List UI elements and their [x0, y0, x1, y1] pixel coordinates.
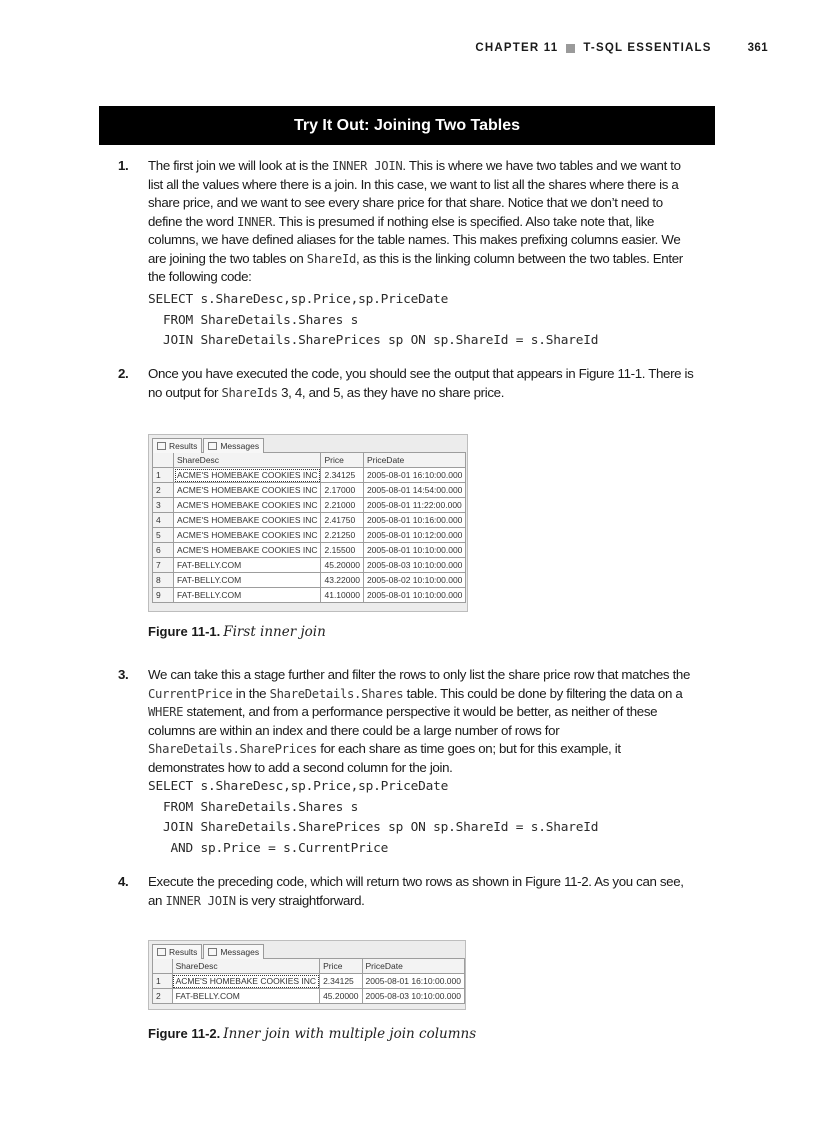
row-number[interactable]: 2: [153, 989, 173, 1004]
cell-pricedate[interactable]: 2005-08-02 10:10:00.000: [363, 573, 465, 588]
grid-icon: [157, 948, 166, 956]
row-number[interactable]: 5: [153, 528, 174, 543]
results-table: [152, 958, 465, 1004]
column-header-price[interactable]: Price: [320, 959, 362, 974]
cell-price[interactable]: 2.34125: [321, 468, 363, 483]
row-number[interactable]: 8: [153, 573, 174, 588]
cell-pricedate[interactable]: 2005-08-01 10:10:00.000: [363, 588, 465, 603]
step-number: 3.: [118, 667, 129, 682]
cell-pricedate[interactable]: 2005-08-01 11:22:00.000: [363, 498, 465, 513]
table-row[interactable]: [153, 989, 465, 1004]
figure-caption-1: [148, 624, 326, 640]
tab-results[interactable]: Results: [152, 944, 202, 959]
table-row[interactable]: [153, 543, 466, 558]
cell-sharedesc[interactable]: FAT-BELLY.COM: [172, 989, 319, 1004]
figure-label: Figure 11-2.: [148, 1026, 221, 1041]
page-number: 361: [747, 42, 768, 54]
try-it-out-banner: [99, 106, 715, 145]
row-number-header: [153, 453, 174, 468]
column-header-sharedesc[interactable]: ShareDesc: [174, 453, 321, 468]
table-row[interactable]: [153, 483, 466, 498]
cell-sharedesc[interactable]: FAT-BELLY.COM: [174, 573, 321, 588]
tab-messages[interactable]: Messages: [203, 944, 264, 959]
header-row: [153, 453, 466, 468]
cell-price[interactable]: 2.21250: [321, 528, 363, 543]
step-text: We can take this a stage further and filter the rows to only list the share price row that matches the CurrentPrice in the ShareDetails.Shares table. This could be done by filtering the data on a WHERE statement, and from a performance perspective it would be better, as neither of these columns are within an index and there could be a large number of rows for ShareDetails.SharePrices for each share as time goes on; but for this example, it demonstrates how to add a second column for the join.: [148, 667, 691, 775]
cell-price[interactable]: 2.21000: [321, 498, 363, 513]
cell-sharedesc[interactable]: ACME'S HOMEBAKE COOKIES INC: [174, 513, 321, 528]
cell-price[interactable]: 2.15500: [321, 543, 363, 558]
cell-sharedesc[interactable]: ACME'S HOMEBAKE COOKIES INC: [174, 468, 321, 483]
row-number-header: [153, 959, 173, 974]
step-text: Execute the preceding code, which will return two rows as shown in Figure 11-2. As you can see, an INNER JOIN is very straightforward.: [148, 874, 684, 908]
step-number: 4.: [118, 874, 129, 889]
banner-title: Try It Out: Joining Two Tables: [293, 116, 521, 134]
column-header-sharedesc[interactable]: ShareDesc: [172, 959, 319, 974]
row-number[interactable]: 3: [153, 498, 174, 513]
row-number[interactable]: 9: [153, 588, 174, 603]
step-text: Once you have executed the code, you should see the output that appears in Figure 11-1. There is no output for ShareIds 3, 4, and 5, as they have no share price.: [148, 366, 694, 400]
table-row[interactable]: [153, 573, 466, 588]
column-header-pricedate[interactable]: PriceDate: [362, 959, 464, 974]
cell-pricedate[interactable]: 2005-08-01 10:10:00.000: [363, 543, 465, 558]
messages-icon: [208, 442, 217, 450]
cell-sharedesc[interactable]: ACME'S HOMEBAKE COOKIES INC: [172, 974, 319, 989]
cell-price[interactable]: 43.22000: [321, 573, 363, 588]
cell-pricedate[interactable]: 2005-08-01 16:10:00.000: [362, 974, 464, 989]
table-row[interactable]: [153, 498, 466, 513]
tab-results[interactable]: Results: [152, 438, 202, 453]
row-number[interactable]: 7: [153, 558, 174, 573]
figure-title: First inner join: [223, 624, 326, 640]
cell-pricedate[interactable]: 2005-08-03 10:10:00.000: [363, 558, 465, 573]
square-separator-icon: [566, 44, 575, 53]
row-number[interactable]: 2: [153, 483, 174, 498]
column-header-price[interactable]: Price: [321, 453, 363, 468]
cell-pricedate[interactable]: 2005-08-01 10:12:00.000: [363, 528, 465, 543]
cell-pricedate[interactable]: 2005-08-01 10:16:00.000: [363, 513, 465, 528]
cell-sharedesc[interactable]: FAT-BELLY.COM: [174, 588, 321, 603]
code-block-2: SELECT s.ShareDesc,sp.Price,sp.PriceDate FROM ShareDetails.Shares s JOIN ShareDetails.SharePrices sp ON sp.ShareId = s.ShareId AND sp.Price = s.CurrentPrice: [148, 779, 599, 856]
results-table: [152, 452, 466, 603]
cell-pricedate[interactable]: 2005-08-03 10:10:00.000: [362, 989, 464, 1004]
step-2: [118, 365, 698, 402]
table-row[interactable]: [153, 974, 465, 989]
code-block-1: SELECT s.ShareDesc,sp.Price,sp.PriceDate FROM ShareDetails.Shares s JOIN ShareDetails.SharePrices sp ON sp.ShareId = s.ShareId: [148, 292, 599, 348]
cell-sharedesc[interactable]: ACME'S HOMEBAKE COOKIES INC: [174, 543, 321, 558]
cell-price[interactable]: 2.17000: [321, 483, 363, 498]
table-row[interactable]: [153, 588, 466, 603]
results-grid-2: [148, 940, 466, 1010]
header-row: [153, 959, 465, 974]
figure-title: Inner join with multiple join columns: [223, 1026, 477, 1042]
results-grid-1: [148, 434, 468, 612]
results-tabs: [149, 435, 467, 452]
table-row[interactable]: [153, 558, 466, 573]
cell-price[interactable]: 45.20000: [321, 558, 363, 573]
chapter-label: CHAPTER 11: [475, 42, 559, 54]
figure-label: Figure 11-1.: [148, 624, 221, 639]
running-header: [475, 42, 768, 54]
cell-pricedate[interactable]: 2005-08-01 16:10:00.000: [363, 468, 465, 483]
grid-icon: [157, 442, 166, 450]
figure-caption-2: [148, 1026, 476, 1042]
results-tabs: [149, 941, 465, 958]
row-number[interactable]: 1: [153, 468, 174, 483]
step-text: The first join we will look at is the INNER JOIN. This is where we have two tables and we want to list all the values where there is a join. In this case, we want to list all the shares where there is a share price, and we want to see every share price for that share. Notice that we don’t need to define the word INNER. This is presumed if nothing else is specified. Also take note that, like columns, we have defined aliases for the table names. This makes prefixing columns easier. We are joining the two tables on ShareId, as this is the linking column between the two tables. Enter the following code:: [148, 158, 683, 284]
row-number[interactable]: 4: [153, 513, 174, 528]
row-number[interactable]: 1: [153, 974, 173, 989]
cell-sharedesc[interactable]: ACME'S HOMEBAKE COOKIES INC: [174, 528, 321, 543]
cell-sharedesc[interactable]: ACME'S HOMEBAKE COOKIES INC: [174, 498, 321, 513]
chapter-title: T-SQL ESSENTIALS: [583, 42, 712, 54]
cell-sharedesc[interactable]: FAT-BELLY.COM: [174, 558, 321, 573]
step-number: 1.: [118, 158, 129, 173]
cell-price[interactable]: 2.34125: [320, 974, 362, 989]
step-1: [118, 157, 698, 287]
tab-messages[interactable]: Messages: [203, 438, 264, 453]
cell-pricedate[interactable]: 2005-08-01 14:54:00.000: [363, 483, 465, 498]
row-number[interactable]: 6: [153, 543, 174, 558]
step-number: 2.: [118, 366, 129, 381]
cell-price[interactable]: 41.10000: [321, 588, 363, 603]
messages-icon: [208, 948, 217, 956]
table-row[interactable]: [153, 528, 466, 543]
column-header-pricedate[interactable]: PriceDate: [363, 453, 465, 468]
step-3: [118, 666, 698, 777]
step-4: [118, 873, 698, 910]
cell-price[interactable]: 45.20000: [320, 989, 362, 1004]
cell-price[interactable]: 2.41750: [321, 513, 363, 528]
table-row[interactable]: [153, 468, 466, 483]
table-row[interactable]: [153, 513, 466, 528]
cell-sharedesc[interactable]: ACME'S HOMEBAKE COOKIES INC: [174, 483, 321, 498]
